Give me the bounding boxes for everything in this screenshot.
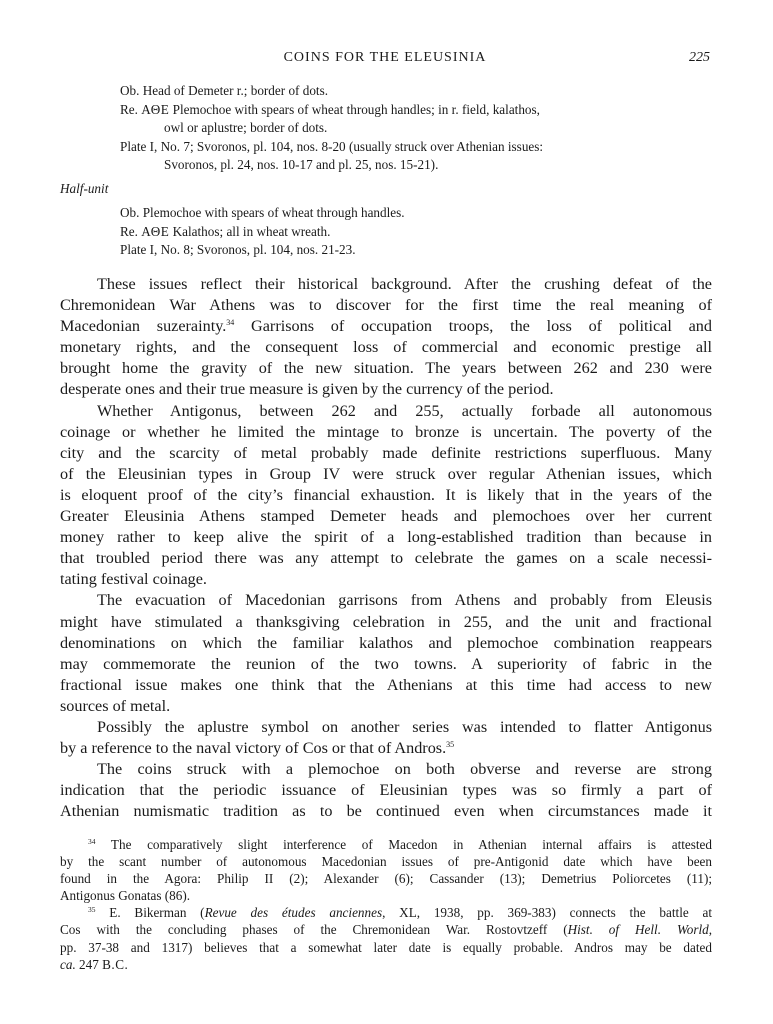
footnote-line [60, 956, 712, 973]
text-run: , XL, 1938, pp. 369-383) connects the battle at [382, 905, 713, 921]
footnote-line [60, 904, 712, 921]
paragraph-line: Whether Antigonus, between 262 and 255, actually forbade all autonomous [97, 401, 712, 420]
footnote-number-35: 35 [88, 905, 96, 915]
footnotes [60, 836, 712, 973]
paragraph-line: indication that the periodic issuance of Eleusinian types was so firmly a part of [60, 781, 712, 800]
paragraph-line: Possibly the aplustre symbol on another series was intended to flatter Antigonus [97, 717, 712, 736]
paragraph-line: desperate ones and their true measure is given by the currency of the period. [60, 380, 554, 399]
text-run: , [708, 922, 712, 938]
obverse-description: Ob. Plemochoe with spears of wheat through handles. [120, 205, 405, 220]
footnote-ref-35: 35 [446, 740, 455, 750]
reverse-legend: ΑΘΕ [141, 223, 170, 239]
circa-abbrev: ca. [60, 956, 76, 972]
text-run: Cos with the concluding phases of the Chremonidean War. Rostovtzeff ( [60, 922, 568, 938]
paragraph-line: is eloquent proof of the city’s financial exhaustion. It is likely that in the years of the [60, 485, 712, 504]
footnote-line [60, 921, 712, 938]
paragraph-line: brought home the gravity of the new situation. The years between 262 and 230 were [60, 359, 712, 378]
paragraph-line: might have stimulated a thanksgiving celebration in 255, and the unit and fractional [60, 612, 712, 631]
text-run: by a reference to the naval victory of Cos or that of Andros. [60, 739, 447, 758]
footnote-number-34: 34 [88, 837, 96, 846]
reverse-description [120, 223, 720, 242]
reverse-text: Plemochoe with spears of wheat through handles; in r. field, kalathos, [169, 101, 540, 117]
running-head: COINS FOR THE ELEUSINIA [283, 50, 487, 65]
paragraph-line: monetary rights, and the consequent loss of commercial and economic prestige all [60, 338, 712, 357]
paragraph-line: Athenian numismatic tradition as to be continued even when circumstances made it [60, 802, 712, 821]
text-run: 247 [75, 956, 103, 972]
paragraph-line: The coins struck with a plemochoe on both obverse and reverse are strong [97, 760, 712, 779]
paragraph-line: money rather to keep alive the spirit of a long-established tradition than because in [60, 528, 712, 547]
plate-reference: Plate I, No. 8; Svoronos, pl. 104, nos. 21-23. [120, 242, 356, 257]
footnote-ref-34: 34 [226, 318, 235, 328]
reverse-label: Re. [120, 223, 142, 239]
paragraph-line [60, 316, 712, 337]
paragraph-line [60, 738, 712, 759]
journal-title: Revue des études anciennes [204, 905, 383, 921]
reverse-description-cont: owl or aplustre; border of dots. [164, 120, 328, 135]
footnote-line [60, 836, 712, 853]
half-unit-heading: Half-unit [60, 181, 109, 196]
plate-reference: Plate I, No. 7; Svoronos, pl. 104, nos. 8-20 (usually struck over Athenian issues: [120, 138, 544, 154]
paragraph-line: These issues reflect their historical background. After the crushing defeat of the [97, 275, 712, 293]
paragraph-line: sources of metal. [60, 696, 171, 715]
catalog-entry-half-unit [120, 204, 720, 260]
footnote-line: Antigonus Gonatas (86). [60, 888, 191, 904]
paragraph-line: Greater Eleusinia Athens stamped Demeter heads and plemochoes over her current [60, 507, 712, 526]
paragraph-line: tating festival coinage. [60, 570, 207, 589]
paragraph-line: coinage or whether he limited the mintage to bronze is uncertain. The poverty of the [60, 422, 712, 441]
text-run: Garrisons of occupation troops, the loss of political and [234, 317, 712, 336]
book-title: Hist. of Hell. World [567, 922, 709, 938]
paragraph-line: Chremonidean War Athens was to discover for the first time the real meaning of [60, 296, 712, 315]
plate-reference-cont: Svoronos, pl. 24, nos. 10-17 and pl. 25, nos. 15-21). [164, 157, 439, 172]
page-number: 225 [689, 50, 710, 65]
paragraph-line: city and the scarcity of metal probably made definite restrictions superfluous. Many [60, 443, 712, 462]
reverse-description [120, 101, 720, 120]
paragraph-line: fractional issue makes one think that the Athenians at this time had access to new [60, 675, 712, 694]
paragraph-line: denominations on which the familiar kalathos and plemochoe combination reappears [60, 633, 712, 652]
reverse-legend: ΑΘΕ [141, 101, 170, 117]
body-text [60, 274, 712, 822]
text-run: E. Bikerman ( [109, 905, 205, 921]
footnote-line: found in the Agora: Philip II (2); Alexander (6); Cassander (13); Demetrius Poliorcetes (11); [60, 871, 712, 887]
paragraph-line: may commemorate the reunion of the two towns. A superiority of fabric in the [60, 654, 712, 673]
reverse-label: Re. [120, 101, 142, 117]
page-header [60, 50, 710, 70]
text-run: The comparatively slight interference of Macedon in Athenian internal affairs is attested [110, 837, 712, 852]
footnote-line: by the scant number of autonomous Macedonian issues of pre-Antigonid date which have been [60, 854, 712, 870]
era-abbrev: B.C. [102, 956, 129, 972]
reverse-text: Kalathos; all in wheat wreath. [169, 223, 331, 239]
paragraph-line: The evacuation of Macedonian garrisons from Athens and probably from Eleusis [97, 591, 712, 610]
paragraph-line: that troubled period there was any attempt to celebrate the games on a scale necessi- [60, 549, 712, 568]
catalog-entry-unit [120, 82, 720, 175]
paragraph-line: of the Eleusinian types in Group IV were struck over regular Athenian issues, which [60, 464, 712, 483]
obverse-description: Ob. Head of Demeter r.; border of dots. [120, 83, 329, 98]
text-run: Macedonian suzerainty. [60, 317, 227, 336]
footnote-line: pp. 37-38 and 1317) believes that a somewhat later date is equally probable. Andros may be dated [60, 939, 712, 955]
